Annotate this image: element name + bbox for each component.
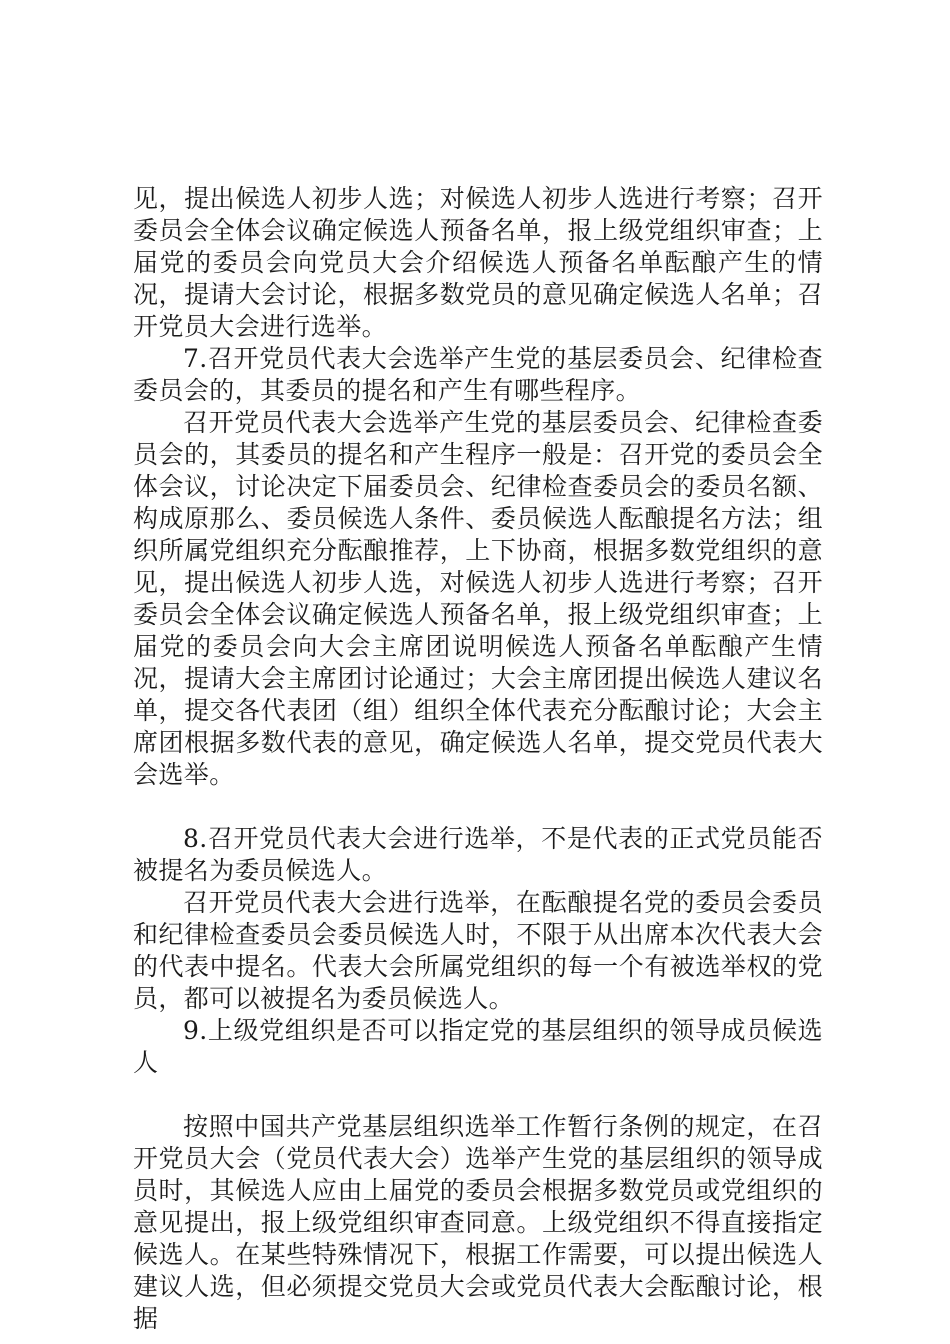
question-7-heading: 7.召开党员代表大会选举产生党的基层委员会、纪律检查委员会的，其委员的提名和产生有哪些程序。: [133, 344, 823, 405]
question-9-heading: 9.上级党组织是否可以指定党的基层组织的领导成员候选人: [133, 1016, 823, 1077]
answer-7-paragraph: 召开党员代表大会选举产生党的基层委员会、纪律检查委员会的，其委员的提名和产生程序一般是：召开党的委员会全体会议，讨论决定下届委员会、纪律检查委员会的委员名额、构成原那么、委员候选人条件、委员候选人酝酿提名方法；组织所属党组织充分酝酿推荐，上下协商，根据多数党组织的意见，提出候选人初步人选，对候选人初步人选进行考察；召开委员会全体会议确定候选人预备名单，报上级党组织审查；上届党的委员会向大会主席团说明候选人预备名单酝酿产生情况，提请大会主席团讨论通过；大会主席团提出候选人建议名单，提交各代表团（组）组织全体代表充分酝酿讨论；大会主席团根据多数代表的意见，确定候选人名单，提交党员代表大会选举。: [133, 408, 823, 789]
answer-8-paragraph: 召开党员代表大会进行选举，在酝酿提名党的委员会委员和纪律检查委员会委员候选人时，不限于从出席本次代表大会的代表中提名。代表大会所属党组织的每一个有被选举权的党员，都可以被提名为委员候选人。: [133, 888, 823, 1013]
paragraph-continuation: 见，提出候选人初步人选；对候选人初步人选进行考察；召开委员会全体会议确定候选人预备名单，报上级党组织审查；上届党的委员会向党员大会介绍候选人预备名单酝酿产生的情况，提请大会讨论，根据多数党员的意见确定候选人名单；召开党员大会进行选举。: [133, 184, 823, 341]
document-body: [133, 183, 823, 1335]
question-8-heading: 8.召开党员代表大会进行选举，不是代表的正式党员能否被提名为委员候选人。: [133, 824, 823, 885]
answer-9-paragraph: 按照中国共产党基层组织选举工作暂行条例的规定，在召开党员大会（党员代表大会）选举产生党的基层组织的领导成员时，其候选人应由上届党的委员会根据多数党员或党组织的意见提出，报上级党组织审查同意。上级党组织不得直接指定候选人。在某些特殊情况下，根据工作需要，可以提出候选人建议人选，但必须提交党员大会或党员代表大会酝酿讨论，根据: [133, 1112, 823, 1333]
